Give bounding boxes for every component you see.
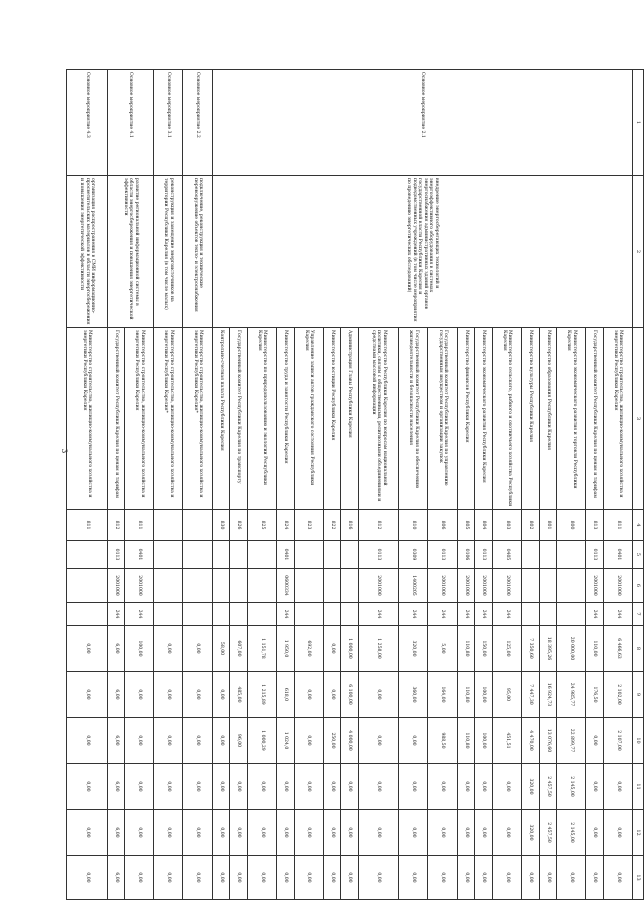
rotated-page: [66, 69, 644, 899]
column-number: 8: [633, 626, 644, 672]
value-cell-c8: 6,00: [107, 626, 125, 672]
value-cell-c6: 2001000: [125, 569, 154, 603]
value-cell-c7: [247, 603, 276, 626]
value-cell-c13: 0,00: [212, 856, 230, 900]
value-cell-c9: 95,00: [492, 672, 521, 718]
value-cell-c4: 804: [475, 510, 493, 541]
value-cell-c11: 0,00: [247, 764, 276, 810]
value-cell-c5: 0113: [586, 541, 604, 569]
value-cell-c7: [521, 603, 539, 626]
value-cell-c4: 830: [212, 510, 230, 541]
organization-cell: Министерство Республики Карелия по вопросам национальной политики, связям с общественными, религиозными объединениями и средствами массовой информации: [358, 328, 399, 510]
value-cell-c6: [521, 569, 539, 603]
value-cell-c10: 22 899,77: [557, 718, 586, 764]
value-cell-c13: 0,00: [586, 856, 604, 900]
value-cell-c7: [341, 603, 359, 626]
value-cell-c6: 2001000: [457, 569, 475, 603]
value-cell-c13: 0,00: [294, 856, 323, 900]
value-cell-c12: 320,00: [521, 810, 539, 856]
table-row: [154, 70, 183, 900]
value-cell-c10: 4 000,00: [341, 718, 359, 764]
value-cell-c10: 250,00: [323, 718, 341, 764]
organization-cell: Министерство труда и занятости Республики Карелия: [276, 328, 294, 510]
value-cell-c7: 244: [428, 603, 457, 626]
value-cell-c12: 0,00: [341, 810, 359, 856]
value-cell-c7: [154, 603, 183, 626]
value-cell-c12: 0,00: [212, 810, 230, 856]
organization-cell: Государственный комитет Республики Карелия по ценам и тарифам: [586, 328, 604, 510]
value-cell-c5: [341, 541, 359, 569]
value-cell-c9: 0,00: [67, 672, 108, 718]
value-cell-c13: 0,00: [492, 856, 521, 900]
value-cell-c6: [341, 569, 359, 603]
value-cell-c12: 6,00: [107, 810, 125, 856]
value-cell-c12: 0,00: [294, 810, 323, 856]
value-cell-c9: 0,00: [125, 672, 154, 718]
value-cell-c12: 0,00: [358, 810, 399, 856]
value-cell-c8: 100,00: [125, 626, 154, 672]
value-cell-c9: 16 924,73: [539, 672, 557, 718]
value-cell-c11: 320,00: [521, 764, 539, 810]
value-cell-c4: 823: [294, 510, 323, 541]
value-cell-c12: 0,00: [125, 810, 154, 856]
value-cell-c13: 0,00: [539, 856, 557, 900]
column-number: 3: [633, 328, 644, 510]
value-cell-c8: 150,00: [475, 626, 493, 672]
value-cell-c10: 0,00: [358, 718, 399, 764]
value-cell-c12: 0,00: [247, 810, 276, 856]
value-cell-c4: 812: [358, 510, 399, 541]
organization-cell: Министерство юстиции Республики Карелия: [323, 328, 341, 510]
value-cell-c5: 0401: [125, 541, 154, 569]
value-cell-c5: 0113: [475, 541, 493, 569]
value-cell-c4: 811: [125, 510, 154, 541]
value-cell-c8: 607,00: [230, 626, 248, 672]
value-cell-c12: 0,00: [276, 810, 294, 856]
value-cell-c11: 2 457,50: [539, 764, 557, 810]
value-cell-c10: 0,00: [212, 718, 230, 764]
value-cell-c7: [183, 603, 212, 626]
value-cell-c13: 0,00: [557, 856, 586, 900]
value-cell-c6: [67, 569, 108, 603]
value-cell-c10: 988,50: [428, 718, 457, 764]
value-cell-c9: 618,0: [276, 672, 294, 718]
value-cell-c10: 4 470,00: [521, 718, 539, 764]
value-cell-c12: 0,00: [603, 810, 632, 856]
table-row: [603, 70, 632, 900]
value-cell-c8: 0,00: [154, 626, 183, 672]
value-cell-c7: [557, 603, 586, 626]
value-cell-c9: 6,00: [107, 672, 125, 718]
column-number: 10: [633, 718, 644, 764]
value-cell-c6: [247, 569, 276, 603]
value-cell-c8: 1 151,78: [247, 626, 276, 672]
value-cell-c10: 0,00: [125, 718, 154, 764]
value-cell-c13: 6,00: [107, 856, 125, 900]
column-number: 13: [633, 856, 644, 900]
value-cell-c11: 0,00: [358, 764, 399, 810]
description-cell: подключение, реконструкция и технические перевооружение объектов тепло- и электроснабжения: [183, 176, 212, 328]
value-cell-c6: [154, 569, 183, 603]
value-cell-c12: 0,00: [475, 810, 493, 856]
value-cell-c13: 0,00: [457, 856, 475, 900]
organization-cell: Государственный комитет Республики Карелия по управлению государственным имуществом и организации закупок: [428, 328, 457, 510]
value-cell-c7: [294, 603, 323, 626]
value-cell-c4: 812: [107, 510, 125, 541]
value-cell-c7: 244: [492, 603, 521, 626]
value-cell-c5: 0401: [603, 541, 632, 569]
description-cell: реконструкция и замещение энергоисточников на территории Республики Карелия (в том числе малых): [154, 176, 183, 328]
organization-cell: Государственный комитет Республики Карелия по ценам и тарифам: [107, 328, 125, 510]
value-cell-c5: 0401: [276, 541, 294, 569]
value-cell-c9: 0,00: [183, 672, 212, 718]
value-cell-c12: 0,00: [230, 810, 248, 856]
column-number: 2: [633, 176, 644, 328]
value-cell-c10: 96,00: [230, 718, 248, 764]
value-cell-c7: [67, 603, 108, 626]
value-cell-c10: 100,00: [475, 718, 493, 764]
value-cell-c12: 0,00: [154, 810, 183, 856]
organization-cell: Государственный комитет Республики Карелия по обеспечению жизнедеятельности и безопасности населения: [399, 328, 428, 510]
value-cell-c11: 0,00: [399, 764, 428, 810]
value-cell-c5: 0113: [428, 541, 457, 569]
value-cell-c5: [154, 541, 183, 569]
organization-cell: Государственный комитет Республики Карелия по транспорту: [230, 328, 248, 510]
value-cell-c5: [212, 541, 230, 569]
value-cell-c4: 810: [399, 510, 428, 541]
value-cell-c11: 0,00: [125, 764, 154, 810]
value-cell-c12: 0,00: [399, 810, 428, 856]
value-cell-c7: [539, 603, 557, 626]
value-cell-c6: 2001000: [107, 569, 125, 603]
organization-cell: Министерство финансов Республики Карелия: [457, 328, 475, 510]
value-cell-c13: 0,00: [358, 856, 399, 900]
value-cell-c4: 813: [586, 510, 604, 541]
value-cell-c8: 110,00: [586, 626, 604, 672]
value-cell-c10: 2 107,00: [603, 718, 632, 764]
organization-cell: Министерство сельского, рыбного и охотничьего хозяйства Республики Карелия: [492, 328, 521, 510]
value-cell-c11: 0,00: [183, 764, 212, 810]
value-cell-c4: 822: [323, 510, 341, 541]
value-cell-c4: 811: [603, 510, 632, 541]
measure-cell: Основное мероприятие 2.2: [183, 70, 212, 176]
value-cell-c4: 824: [276, 510, 294, 541]
value-cell-c6: 2001000: [475, 569, 493, 603]
value-cell-c4: 801: [539, 510, 557, 541]
organization-cell: Министерство по природопользованию и экологии Республики Карелия: [247, 328, 276, 510]
value-cell-c6: 2001000: [492, 569, 521, 603]
value-cell-c9: 7 447,30: [521, 672, 539, 718]
value-cell-c6: 1400205: [399, 569, 428, 603]
measure-cell: Основное мероприятие 4.1: [107, 70, 154, 176]
value-cell-c10: 0,00: [399, 718, 428, 764]
value-cell-c5: [539, 541, 557, 569]
value-cell-c11: 0,00: [67, 764, 108, 810]
value-cell-c7: [212, 603, 230, 626]
value-cell-c4: 800: [557, 510, 586, 541]
value-cell-c5: [67, 541, 108, 569]
value-cell-c6: 0600334: [276, 569, 294, 603]
value-cell-c4: 826: [230, 510, 248, 541]
value-cell-c8: 1 258,00: [358, 626, 399, 672]
table-row: [183, 70, 212, 900]
value-cell-c9: 0,00: [294, 672, 323, 718]
value-cell-c10: 0,00: [294, 718, 323, 764]
organization-cell: Контрольно-счетная палата Республики Карелия: [212, 328, 230, 510]
value-cell-c13: 0,00: [323, 856, 341, 900]
value-cell-c9: 2 102,00: [603, 672, 632, 718]
value-cell-c9: 485,00: [230, 672, 248, 718]
value-cell-c10: 451,51: [492, 718, 521, 764]
value-cell-c4: 816: [341, 510, 359, 541]
value-cell-c5: [521, 541, 539, 569]
value-cell-c12: 2 145,00: [557, 810, 586, 856]
value-cell-c11: 0,00: [603, 764, 632, 810]
organization-cell: Министерство строительства, жилищно-коммунального хозяйства и энергетики Республики Карелия: [67, 328, 108, 510]
column-number: 11: [633, 764, 644, 810]
value-cell-c6: [230, 569, 248, 603]
value-cell-c13: 0,00: [603, 856, 632, 900]
organization-cell: Министерство образования Республики Карелия: [539, 328, 557, 510]
organization-cell: Министерство культуры Республики Карелия: [521, 328, 539, 510]
value-cell-c10: 6,00: [107, 718, 125, 764]
value-cell-c13: 0,00: [521, 856, 539, 900]
value-cell-c11: 0,00: [492, 764, 521, 810]
value-cell-c8: 18 395,26: [539, 626, 557, 672]
value-cell-c10: 0,00: [154, 718, 183, 764]
value-cell-c5: [230, 541, 248, 569]
value-cell-c13: 0,00: [341, 856, 359, 900]
table-row: [67, 70, 108, 900]
value-cell-c13: 0,00: [230, 856, 248, 900]
value-cell-c5: 0309: [399, 541, 428, 569]
value-cell-c8: 20 000,00: [557, 626, 586, 672]
value-cell-c8: 6 466,63: [603, 626, 632, 672]
organization-cell: Министерство строительства, жилищно-коммунального хозяйства и энергетики Республики Карелия: [125, 328, 154, 510]
value-cell-c4: 825: [247, 510, 276, 541]
column-number: 12: [633, 810, 644, 856]
value-cell-c9: 110,80: [457, 672, 475, 718]
value-cell-c10: 1 000,29: [247, 718, 276, 764]
value-cell-c7: 244: [125, 603, 154, 626]
column-number-row: [633, 70, 644, 900]
value-cell-c8: 7 350,60: [521, 626, 539, 672]
table-body: [67, 70, 644, 900]
organization-cell: Администрация Главы Республики Карелия: [341, 328, 359, 510]
description-cell: организация распространения в СМИ информационно-просветительских материалов в области энергосбережения и повышения энергетической эффективности: [67, 176, 108, 328]
value-cell-c5: [183, 541, 212, 569]
value-cell-c10: 1 024,0: [276, 718, 294, 764]
value-cell-c5: [247, 541, 276, 569]
organization-cell: Министерство экономического развития и торговли Республики Карелия: [557, 328, 586, 510]
value-cell-c13: 0,00: [154, 856, 183, 900]
column-number: 1: [633, 70, 644, 176]
value-cell-c5: [323, 541, 341, 569]
value-cell-c13: 0,00: [276, 856, 294, 900]
value-cell-c8: 1 000,00: [341, 626, 359, 672]
value-cell-c13: 0,00: [428, 856, 457, 900]
value-cell-c10: 110,80: [457, 718, 475, 764]
value-cell-c11: 0,00: [428, 764, 457, 810]
measure-cell: Основное мероприятие 3.1: [154, 70, 183, 176]
value-cell-c4: [154, 510, 183, 541]
value-cell-c13: 0,00: [125, 856, 154, 900]
value-cell-c11: 0,00: [457, 764, 475, 810]
value-cell-c11: 0,00: [586, 764, 604, 810]
value-cell-c5: 0113: [358, 541, 399, 569]
value-cell-c8: 110,80: [457, 626, 475, 672]
value-cell-c12: 0,00: [67, 810, 108, 856]
value-cell-c13: 0,00: [475, 856, 493, 900]
value-cell-c10: 0,00: [67, 718, 108, 764]
column-number: 5: [633, 541, 644, 569]
description-cell: внедрение энергосберегающих технологий и энергоэффективного оборудования в системах энергоснабжения административных зданий органов государственной власти Республики Карелия и подведомственных учреждений (в том числе мероприятия по проведению энергетических обследований): [212, 176, 632, 328]
value-cell-c8: 0,00: [323, 626, 341, 672]
value-cell-c9: 176,50: [586, 672, 604, 718]
value-cell-c7: 244: [457, 603, 475, 626]
value-cell-c12: 0,00: [492, 810, 521, 856]
value-cell-c4: 803: [492, 510, 521, 541]
organization-cell: Министерство строительства, жилищно-коммунального хозяйства и энергетики Республики Карелия: [603, 328, 632, 510]
value-cell-c11: 0,00: [341, 764, 359, 810]
value-cell-c11: 2 145,00: [557, 764, 586, 810]
value-cell-c5: [557, 541, 586, 569]
value-cell-c12: 0,00: [457, 810, 475, 856]
value-cell-c4: 802: [521, 510, 539, 541]
value-cell-c8: 320,00: [399, 626, 428, 672]
value-cell-c6: [294, 569, 323, 603]
value-cell-c12: 0,00: [183, 810, 212, 856]
value-cell-c13: 0,00: [183, 856, 212, 900]
value-cell-c8: 58,00: [212, 626, 230, 672]
page-number: 3: [60, 448, 68, 454]
value-cell-c4: 805: [457, 510, 475, 541]
value-cell-c12: 2 457,50: [539, 810, 557, 856]
value-cell-c9: 164,00: [428, 672, 457, 718]
value-cell-c6: 2001000: [603, 569, 632, 603]
value-cell-c13: 0,00: [247, 856, 276, 900]
column-number: 7: [633, 603, 644, 626]
value-cell-c12: 0,00: [428, 810, 457, 856]
value-cell-c6: [557, 569, 586, 603]
value-cell-c12: 0,00: [323, 810, 341, 856]
value-cell-c9: 24 985,77: [557, 672, 586, 718]
value-cell-c4: [183, 510, 212, 541]
column-number: 9: [633, 672, 644, 718]
value-cell-c11: 0,00: [323, 764, 341, 810]
value-cell-c7: 244: [586, 603, 604, 626]
value-cell-c12: 0,00: [586, 810, 604, 856]
value-cell-c9: 360,00: [399, 672, 428, 718]
value-cell-c8: 125,00: [492, 626, 521, 672]
value-cell-c8: 0,00: [67, 626, 108, 672]
value-cell-c10: 13 076,60: [539, 718, 557, 764]
value-cell-c11: 0,00: [154, 764, 183, 810]
value-cell-c9: 6 100,00: [341, 672, 359, 718]
value-cell-c5: 0405: [492, 541, 521, 569]
value-cell-c11: 0,00: [276, 764, 294, 810]
measure-cell: Основное мероприятие 4.3: [67, 70, 108, 176]
description-cell: развитие региональной информационной системы в области энергосбережения и повышения энергетической эффективности: [107, 176, 154, 328]
value-cell-c10: 0,00: [183, 718, 212, 764]
value-cell-c6: 2001000: [428, 569, 457, 603]
organization-cell: Министерство экономического развития Республики Карелия: [475, 328, 493, 510]
value-cell-c9: 100,00: [475, 672, 493, 718]
value-cell-c6: [183, 569, 212, 603]
value-cell-c7: 244: [475, 603, 493, 626]
value-cell-c11: 0,00: [475, 764, 493, 810]
value-cell-c13: 0,00: [67, 856, 108, 900]
budget-table: [66, 69, 644, 900]
value-cell-c9: 0,00: [212, 672, 230, 718]
organization-cell: Министерство строительства, жилищно-коммунального хозяйства и энергетики Республики Карелия*: [183, 328, 212, 510]
organization-cell: Управление записи актов гражданского состояния Республики Карелия: [294, 328, 323, 510]
value-cell-c8: 692,00: [294, 626, 323, 672]
value-cell-c7: 244: [603, 603, 632, 626]
value-cell-c5: [294, 541, 323, 569]
organization-cell: Министерство строительства, жилищно-коммунального хозяйства и энергетики Республики Карелия*: [154, 328, 183, 510]
value-cell-c13: 0,00: [399, 856, 428, 900]
value-cell-c8: 0,00: [183, 626, 212, 672]
value-cell-c11: 0,00: [212, 764, 230, 810]
column-number: 4: [633, 510, 644, 541]
value-cell-c7: 244: [276, 603, 294, 626]
value-cell-c6: 2001000: [586, 569, 604, 603]
value-cell-c9: 0,00: [358, 672, 399, 718]
value-cell-c7: 244: [107, 603, 125, 626]
value-cell-c8: 1 950,0: [276, 626, 294, 672]
value-cell-c11: 0,00: [294, 764, 323, 810]
value-cell-c7: [323, 603, 341, 626]
value-cell-c7: 244: [399, 603, 428, 626]
measure-cell: Основное мероприятие 2.1: [212, 70, 632, 176]
value-cell-c6: [212, 569, 230, 603]
value-cell-c11: 6,00: [107, 764, 125, 810]
value-cell-c6: 2001000: [358, 569, 399, 603]
column-number: 6: [633, 569, 644, 603]
value-cell-c6: [323, 569, 341, 603]
value-cell-c6: [539, 569, 557, 603]
value-cell-c4: 811: [67, 510, 108, 541]
value-cell-c9: 0,00: [154, 672, 183, 718]
value-cell-c5: 0106: [457, 541, 475, 569]
value-cell-c5: 0113: [107, 541, 125, 569]
value-cell-c7: [230, 603, 248, 626]
value-cell-c8: 5,00: [428, 626, 457, 672]
value-cell-c4: 806: [428, 510, 457, 541]
value-cell-c10: 0,00: [586, 718, 604, 764]
value-cell-c11: 0,00: [230, 764, 248, 810]
table-row: [125, 70, 154, 900]
value-cell-c9: 1 215,89: [247, 672, 276, 718]
value-cell-c7: 244: [358, 603, 399, 626]
value-cell-c9: 0,00: [323, 672, 341, 718]
